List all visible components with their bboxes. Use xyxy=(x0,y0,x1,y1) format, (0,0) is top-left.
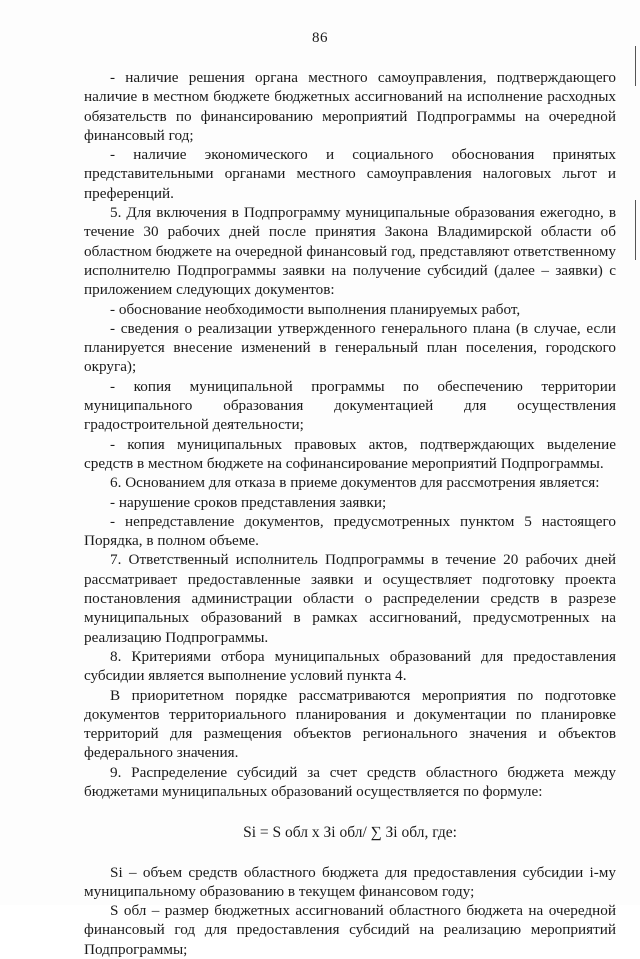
paragraph: 8. Критериями отбора муниципальных образований для предоставления субсидии является выполнение условий пункта 4. xyxy=(84,647,616,685)
paragraph: - обоснование необходимости выполнения планируемых работ, xyxy=(110,300,521,318)
paragraph: - копия муниципальных правовых актов, подтверждающих выделение средств в местном бюджете на софинансирование мероприятий Подпрограммы. xyxy=(84,435,616,472)
paragraph: 9. Распределение субсидий за счет средств областного бюджета между бюджетами муниципальных образований осуществляется по формуле: xyxy=(84,763,616,800)
definition: S обл – размер бюджетных ассигнований областного бюджета на очередной финансовый год для предоставления субсидий на реализацию мероприятий Подпрограммы; xyxy=(84,902,616,958)
paragraph: - наличие решения органа местного самоуправления, подтверждающего наличие в местном бюджете бюджетных ассигнований на исполнение расходных обязательств по финансированию мероприятий Подпрограммы на очередной финансовый год; xyxy=(84,69,616,144)
scan-edge-mark xyxy=(635,200,636,260)
paragraph: - нарушение сроков представления заявки; xyxy=(110,493,387,511)
paragraph: - наличие экономического и социального обоснования принятых представительными органами местного самоуправления налоговых льгот и преференций. xyxy=(84,146,616,202)
paragraph: - непредставление документов, предусмотренных пунктом 5 настоящего Порядка, в полном объеме. xyxy=(84,512,616,550)
scan-edge-mark xyxy=(635,46,636,86)
paragraph: В приоритетном порядке рассматриваются мероприятия по подготовке документов территориального планирования и документации по планировке территорий для размещения объектов регионального значения и объектов федерального значения. xyxy=(84,686,616,762)
paragraph: 6. Основанием для отказа в приеме документов для рассмотрения является: xyxy=(110,474,600,492)
paragraph: - сведения о реализации утвержденного генерального плана (в случае, если планируется внесение изменений в генеральный план поселения, городского округа); xyxy=(84,319,616,376)
page-number: 86 xyxy=(312,30,328,46)
paragraph: 5. Для включения в Подпрограмму муниципальные образования ежегодно, в течение 30 рабочих дней после принятия Закона Владимирской области об областном бюджете на очередной финансовый год, представляют ответственному исполнителю Подпрограммы заявки на получение субсидий (далее – заявки) с приложением следующих документов: xyxy=(84,204,616,299)
document-body xyxy=(84,68,616,959)
paragraph: 7. Ответственный исполнитель Подпрограммы в течение 20 рабочих дней рассматривает предоставленные заявки и осуществляет подготовку проекта постановления администрации области о распределении средств в разрезе муниципальных образований в рамках ассигнований, предусмотренных на реализацию Подпрограммы. xyxy=(84,551,616,646)
paragraph: - копия муниципальной программы по обеспечению территории муниципального образования документацией для осуществления градостроительной деятельности; xyxy=(84,377,616,434)
distribution-formula: Si = S обл х Зi обл/ ∑ Зi обл, где: xyxy=(243,824,457,842)
definition: Si – объем средств областного бюджета для предоставления субсидии i-му муниципальному образованию в текущем финансовом году; xyxy=(84,863,616,900)
